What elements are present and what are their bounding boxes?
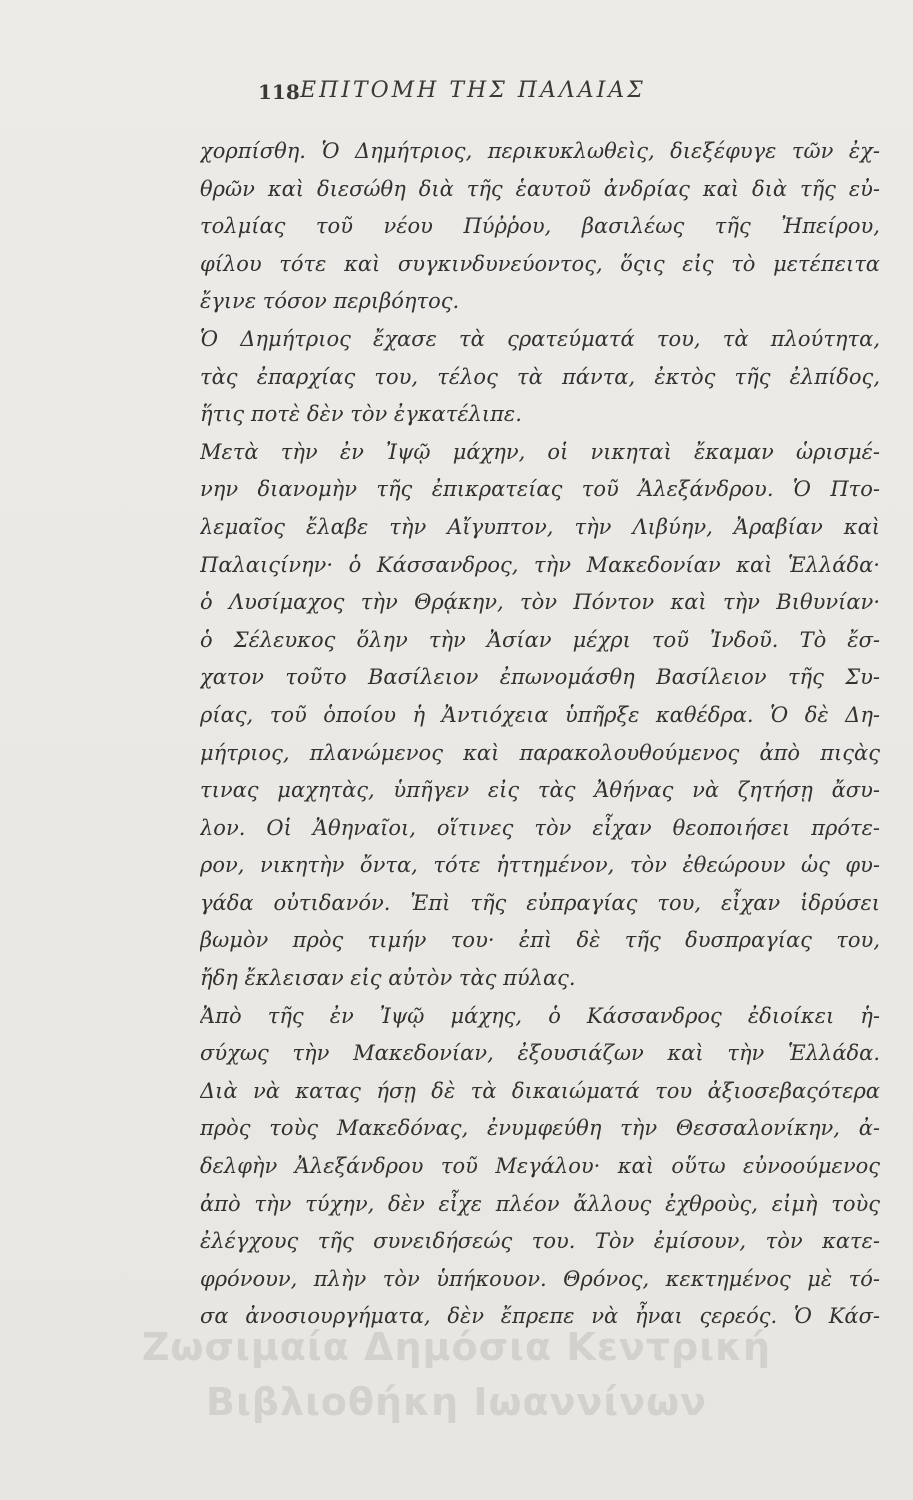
text-line: ἥτις ποτὲ δὲν τὸν ἐγκατέλιπε.: [200, 402, 522, 427]
text-line: ὁ Σέλευκος ὅλην τὴν Ἀσίαν μέχρι τοῦ Ἰνδοῦ. Τὸ ἔσ-: [200, 627, 880, 652]
text-line: Διὰ νὰ κατας ήσῃ δὲ τὰ δικαιώματά του ἀξιοσεβαςότερα: [200, 1078, 880, 1103]
watermark-line-1: Ζωσιμαία Δημόσια Κεντρική: [141, 1325, 772, 1369]
text-line: φίλου τότε καὶ συγκινδυνεύοντος, ὅςις εἰς τὸ μετέπειτα: [200, 251, 880, 276]
text-line: σα ἀνοσιουργήματα, δὲν ἔπρεπε νὰ ἦναι ςερεός. Ὁ Κάσ-: [200, 1304, 880, 1329]
text-line: πρὸς τοὺς Μακεδόνας, ἐνυμφεύθη τὴν Θεσσαλονίκην, ἀ-: [200, 1116, 880, 1141]
text-line: τινας μαχητὰς, ὑπῆγεν εἰς τὰς Ἀθήνας νὰ ζητήσῃ ἄσυ-: [200, 778, 880, 803]
page-number: 118: [258, 80, 300, 104]
text-line: ὁ Λυσίμαχος τὴν Θρᾴκην, τὸν Πόντον καὶ τὴν Βιθυνίαν·: [200, 590, 880, 615]
text-line: ἤδη ἔκλεισαν εἰς αὐτὸν τὰς πύλας.: [200, 966, 576, 991]
text-line: χορπίσθη. Ὁ Δημήτριος, περικυκλωθεὶς, διεξέφυγε τῶν ἐχ-: [200, 139, 880, 163]
text-line: λεμαῖος ἔλαβε τὴν Αἴγυπτον, τὴν Λιβύην, Ἀραβίαν καὶ: [200, 514, 880, 539]
text-line: ἐλέγχους τῆς συνειδήσεώς του. Τὸν ἐμίσουν, τὸν κατε-: [200, 1229, 880, 1254]
text-line: νην διανομὴν τῆς ἐπικρατείας τοῦ Ἀλεξάνδρου. Ὁ Πτο-: [200, 477, 880, 502]
text-line: θρῶν καὶ διεσώθη διὰ τῆς ἑαυτοῦ ἀνδρίας καὶ διὰ τῆς εὐ-: [200, 176, 880, 201]
watermark-line-2: Βιβλιοθήκη Ιωαννίνων: [205, 1380, 707, 1424]
text-line: τολμίας τοῦ νέου Πύῤῥου, βασιλέως τῆς Ἠπείρου,: [200, 214, 880, 239]
text-line: ἀπὸ τὴν τύχην, δὲν εἶχε πλέον ἄλλους ἐχθροὺς, εἰμὴ τοὺς: [200, 1191, 880, 1216]
text-line: Παλαιςίνην· ὁ Κάσσανδρος, τὴν Μακεδονίαν καὶ Ἑλλάδα·: [200, 552, 880, 577]
text-line: τὰς ἐπαρχίας του, τέλος τὰ πάντα, ἐκτὸς τῆς ἐλπίδος,: [200, 364, 880, 389]
text-line: σύχως τὴν Μακεδονίαν, ἐξουσιάζων καὶ τὴν Ἑλλάδα.: [200, 1041, 880, 1066]
body-text: [200, 133, 880, 1336]
text-line: φρόνουν, πλὴν τὸν ὑπήκουον. Θρόνος, κεκτημένος μὲ τό-: [200, 1266, 880, 1291]
text-line: ρίας, τοῦ ὁποίου ἡ Ἀντιόχεια ὑπῆρξε καθέδρα. Ὁ δὲ Δη-: [200, 702, 880, 727]
running-title: ΕΠΙΤΟΜΗ ΤΗΣ ΠΑΛΑΙΑΣ: [300, 78, 646, 103]
text-line: ἔγινε τόσον περιβόητος.: [200, 289, 460, 314]
text-line: χατον τοῦτο Βασίλειον ἐπωνομάσθη Βασίλειον τῆς Συ-: [200, 665, 880, 690]
text-line: μήτριος, πλανώμενος καὶ παρακολουθούμενος ἀπὸ πιςὰς: [200, 740, 880, 765]
text-line: ρον, νικητὴν ὄντα, τότε ἡττημένον, τὸν ἐθεώρουν ὡς φυ-: [200, 853, 880, 878]
text-line: Μετὰ τὴν ἐν Ἰψῷ μάχην, οἱ νικηταὶ ἔκαμαν ὡρισμέ-: [200, 439, 880, 464]
text-line: γάδα οὐτιδανόν. Ἐπὶ τῆς εὐπραγίας του, εἶχαν ἱδρύσει: [200, 890, 880, 915]
text-line: Ὁ Δημήτριος ἔχασε τὰ ςρατεύματά του, τὰ πλούτητα,: [200, 326, 880, 351]
text-line: βωμὸν πρὸς τιμήν του· ἐπὶ δὲ τῆς δυσπραγίας του,: [200, 928, 880, 953]
text-line: λον. Οἱ Ἀθηναῖοι, οἵτινες τὸν εἶχαν θεοποιήσει πρότε-: [200, 815, 880, 840]
text-line: Ἀπὸ τῆς ἐν Ἰψῷ μάχης, ὁ Κάσσανδρος ἐδιοίκει ἡ-: [200, 1003, 880, 1028]
text-line: δελφὴν Ἀλεξάνδρου τοῦ Μεγάλου· καὶ οὕτω εὐνοούμενος: [200, 1154, 880, 1179]
